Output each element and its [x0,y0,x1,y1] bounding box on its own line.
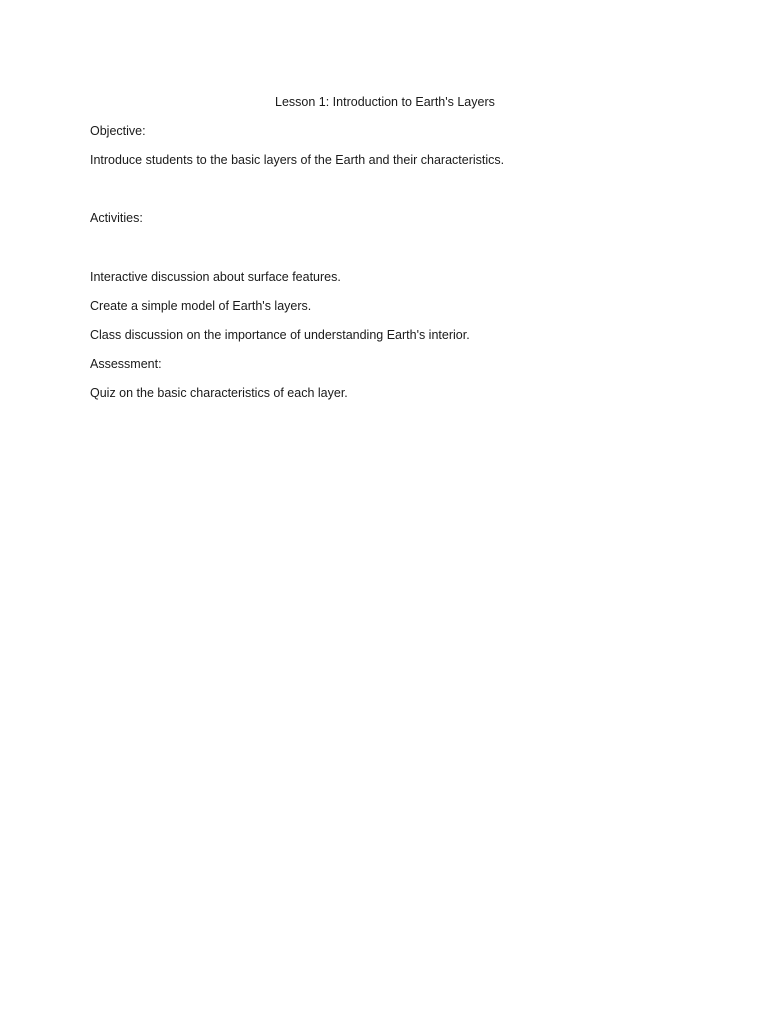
assessment-heading: Assessment: [90,357,162,371]
activity-item: Interactive discussion about surface features. [90,270,341,284]
objective-heading: Objective: [90,124,146,138]
activity-item: Create a simple model of Earth's layers. [90,299,312,313]
activities-heading: Activities: [90,211,143,225]
assessment-text: Quiz on the basic characteristics of each layer. [90,386,348,400]
lesson-title: Lesson 1: Introduction to Earth's Layers [275,95,495,109]
activity-item: Class discussion on the importance of understanding Earth's interior. [90,328,470,342]
objective-text: Introduce students to the basic layers of the Earth and their characteristics. [90,153,505,167]
